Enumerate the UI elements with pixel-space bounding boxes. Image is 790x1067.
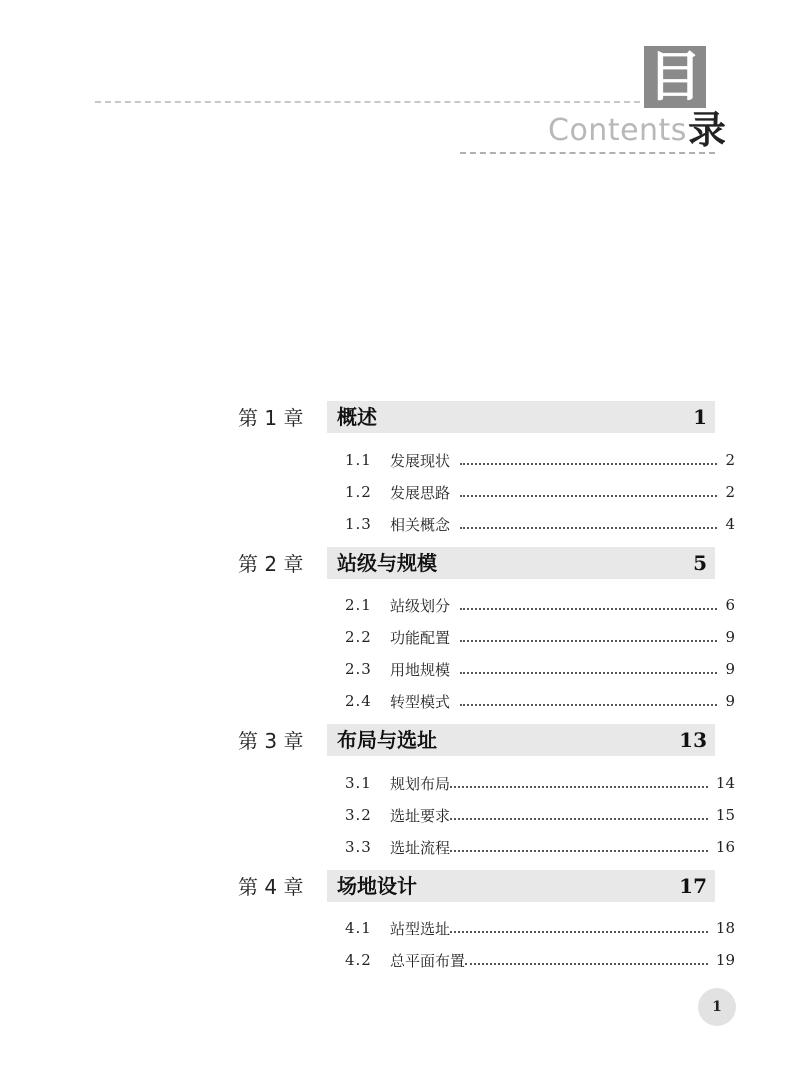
section-number: 2.4 xyxy=(345,692,372,710)
toc-entry-2-1[interactable] xyxy=(345,591,735,619)
lu-character: 录 xyxy=(688,108,727,152)
section-page-number: 9 xyxy=(725,692,735,710)
chapter-page-number: 17 xyxy=(679,874,707,898)
section-page-number: 16 xyxy=(715,838,735,856)
header-dashed-line-bottom xyxy=(460,152,715,154)
section-page-number: 15 xyxy=(715,806,735,824)
section-number: 1.1 xyxy=(345,451,372,469)
dot-leader xyxy=(465,963,708,965)
section-number: 2.3 xyxy=(345,660,372,678)
contents-heading: Contents xyxy=(548,113,687,148)
section-title: 站级划分 xyxy=(390,596,451,615)
section-title: 功能配置 xyxy=(390,628,451,647)
toc-entry-2-2[interactable] xyxy=(345,623,735,651)
section-title: 总平面布置 xyxy=(390,951,466,970)
toc-entry-1-3[interactable] xyxy=(345,510,735,538)
chapter-page-number: 1 xyxy=(693,405,707,429)
toc-entry-4-1[interactable] xyxy=(345,914,735,942)
section-page-number: 2 xyxy=(725,451,735,469)
toc-entry-2-4[interactable] xyxy=(345,687,735,715)
section-title: 相关概念 xyxy=(390,515,451,534)
section-number: 3.2 xyxy=(345,806,372,824)
section-number: 2.2 xyxy=(345,628,372,646)
dot-leader xyxy=(460,495,717,497)
section-title: 选址要求 xyxy=(390,806,451,825)
chapter-title: 布局与选址 xyxy=(337,728,437,752)
dot-leader xyxy=(460,704,717,706)
dot-leader xyxy=(460,640,717,642)
section-title: 站型选址 xyxy=(390,919,451,938)
section-page-number: 9 xyxy=(725,660,735,678)
dot-leader xyxy=(450,786,708,788)
section-number: 2.1 xyxy=(345,596,372,614)
mu-character-box: 目 xyxy=(644,46,706,108)
section-title: 转型模式 xyxy=(390,692,451,711)
header-dashed-line-top xyxy=(95,101,640,103)
chapter-page-number: 13 xyxy=(679,728,707,752)
section-title: 发展思路 xyxy=(390,483,451,502)
dot-leader xyxy=(460,527,717,529)
chapter-title: 场地设计 xyxy=(337,874,417,898)
section-title: 选址流程 xyxy=(390,838,451,857)
toc-entry-1-1[interactable] xyxy=(345,446,735,474)
chapter-label: 第 4 章 xyxy=(238,875,304,899)
section-page-number: 4 xyxy=(725,515,735,533)
toc-entry-3-2[interactable] xyxy=(345,801,735,829)
section-number: 3.3 xyxy=(345,838,372,856)
section-page-number: 9 xyxy=(725,628,735,646)
chapter-bar xyxy=(327,547,715,579)
toc-entry-4-2[interactable] xyxy=(345,946,735,974)
dot-leader xyxy=(450,818,708,820)
toc-entry-3-3[interactable] xyxy=(345,833,735,861)
section-page-number: 18 xyxy=(715,919,735,937)
page-number-badge: 1 xyxy=(698,988,736,1026)
dot-leader xyxy=(450,931,708,933)
section-page-number: 2 xyxy=(725,483,735,501)
section-page-number: 19 xyxy=(715,951,735,969)
chapter-page-number: 5 xyxy=(693,551,707,575)
chapter-bar xyxy=(327,401,715,433)
chapter-label: 第 2 章 xyxy=(238,552,304,576)
section-page-number: 14 xyxy=(715,774,735,792)
dot-leader xyxy=(460,672,717,674)
section-number: 1.3 xyxy=(345,515,372,533)
chapter-label: 第 3 章 xyxy=(238,729,304,753)
toc-entry-2-3[interactable] xyxy=(345,655,735,683)
chapter-title: 概述 xyxy=(337,405,377,429)
dot-leader xyxy=(460,608,717,610)
chapter-row-1[interactable] xyxy=(238,401,718,435)
section-number: 4.2 xyxy=(345,951,372,969)
section-title: 发展现状 xyxy=(390,451,451,470)
chapter-bar xyxy=(327,870,715,902)
section-title: 用地规模 xyxy=(390,660,451,679)
chapter-row-4[interactable] xyxy=(238,870,718,904)
dot-leader xyxy=(450,850,708,852)
section-title: 规划布局 xyxy=(390,774,451,793)
section-number: 4.1 xyxy=(345,919,372,937)
dot-leader xyxy=(460,463,717,465)
chapter-bar xyxy=(327,724,715,756)
section-number: 1.2 xyxy=(345,483,372,501)
toc-entry-1-2[interactable] xyxy=(345,478,735,506)
chapter-title: 站级与规模 xyxy=(337,551,437,575)
section-page-number: 6 xyxy=(725,596,735,614)
chapter-row-3[interactable] xyxy=(238,724,718,758)
section-number: 3.1 xyxy=(345,774,372,792)
toc-entry-3-1[interactable] xyxy=(345,769,735,797)
chapter-label: 第 1 章 xyxy=(238,406,304,430)
chapter-row-2[interactable] xyxy=(238,547,718,581)
